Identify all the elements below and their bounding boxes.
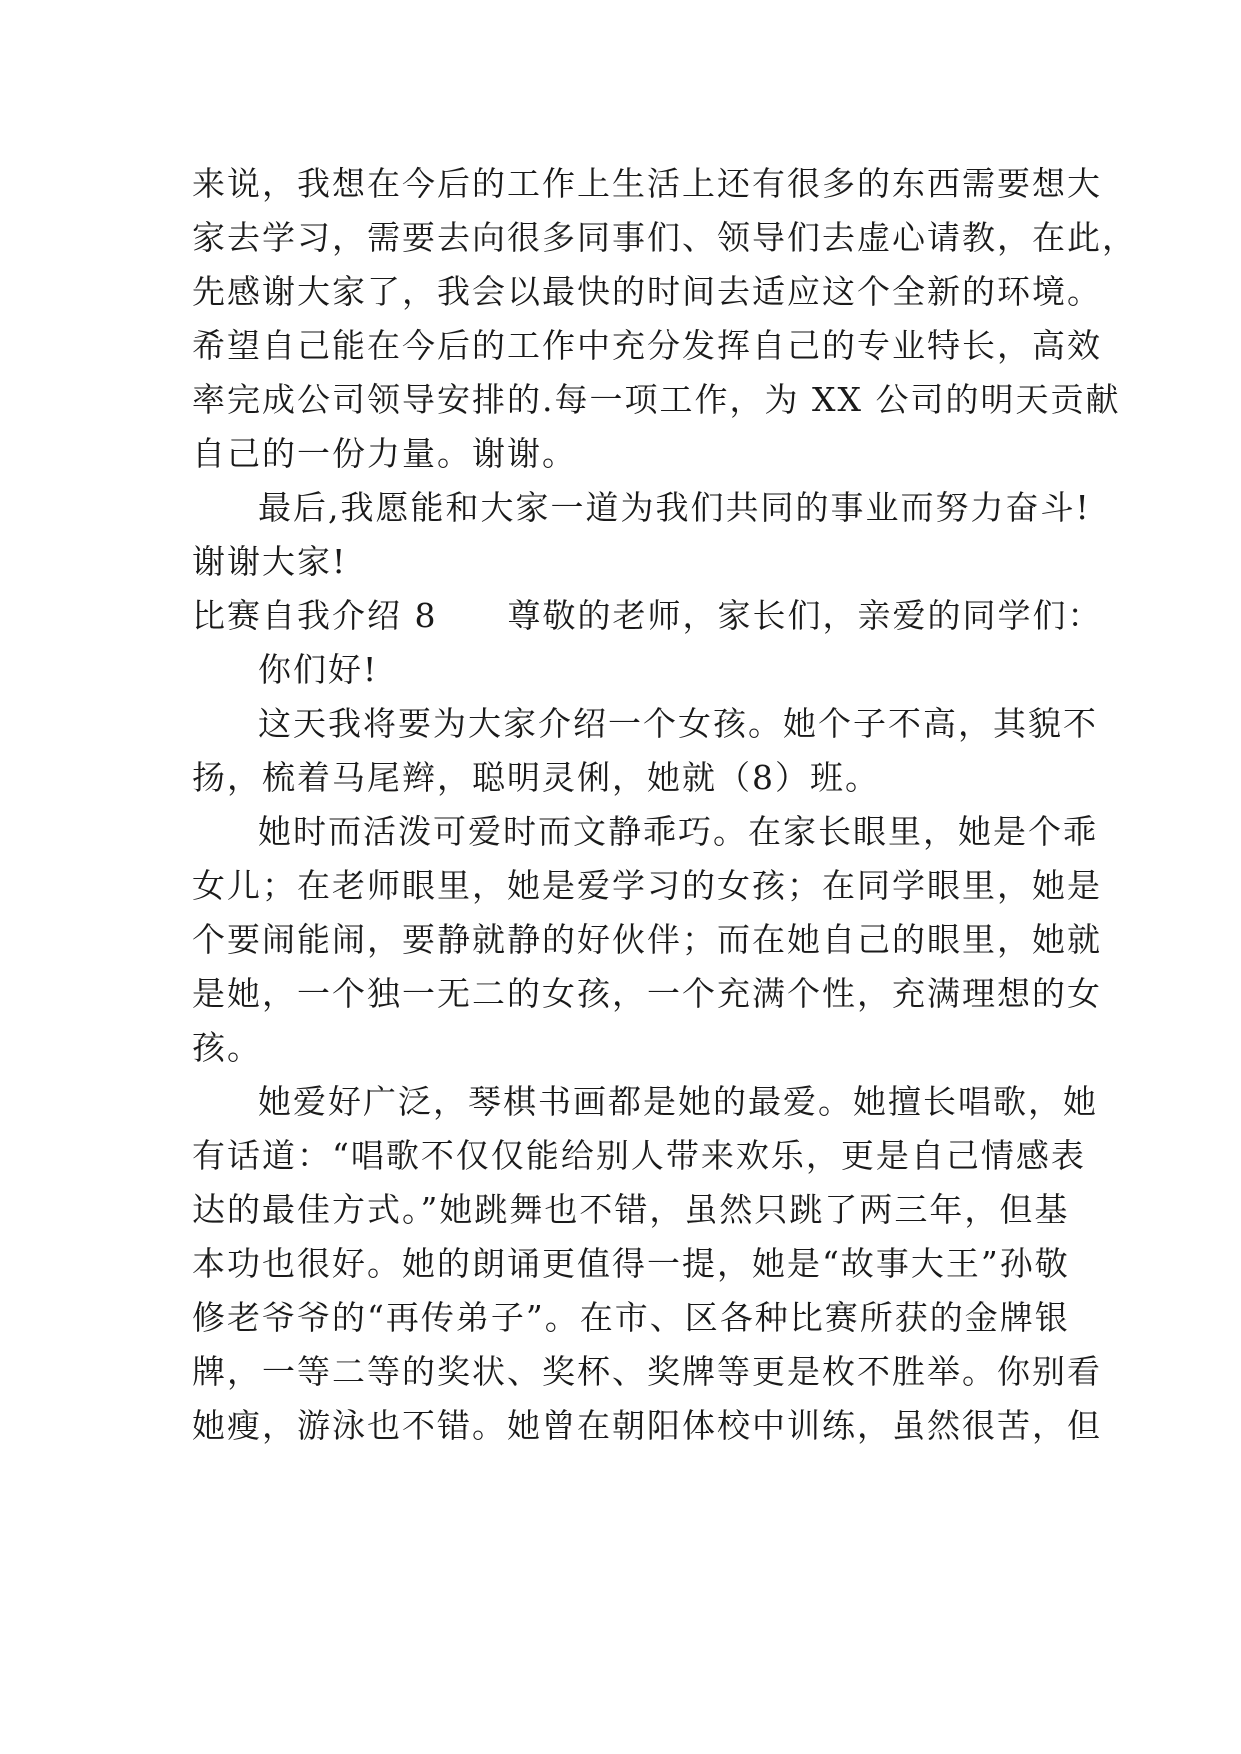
text-line: 牌，一等二等的奖状、奖杯、奖牌等更是枚不胜举。你别看 [192,1352,1102,1391]
text-line: 先感谢大家了，我会以最快的时间去适应这个全新的环境。 [192,272,1102,311]
text-line: 谢谢大家! [192,542,348,581]
text-line: 本功也很好。她的朗诵更值得一提，她是“故事大王”孙敬 [192,1244,1070,1283]
text-line: 这天我将要为大家介绍一个女孩。她个子不高，其貌不 [258,704,1098,743]
text-line: 达的最佳方式。”她跳舞也不错，虽然只跳了两三年，但基 [192,1190,1070,1229]
text-line: 率完成公司领导安排的.每一项工作，为 XX 公司的明天贡献 [192,380,1121,419]
text-line: 她时而活泼可爱时而文静乖巧。在家长眼里，她是个乖 [258,812,1098,851]
text-line: 女儿；在老师眼里，她是爱学习的女孩；在同学眼里，她是 [192,866,1102,905]
text-line: 修老爷爷的“再传弟子”。在市、区各种比赛所获的金牌银 [192,1298,1070,1337]
text-line: 孩。 [192,1028,262,1067]
text-line: 家去学习，需要去向很多同事们、领导们去虚心请教，在此， [192,218,1137,257]
text-line: 她爱好广泛，琴棋书画都是她的最爱。她擅长唱歌，她 [258,1082,1098,1121]
section-heading: 比赛自我介绍 8 尊敬的老师，家长们，亲爱的同学们： [192,596,1103,635]
text-line: 希望自己能在今后的工作中充分发挥自己的专业特长，高效 [192,326,1102,365]
text-line: 扬，梳着马尾辫，聪明灵俐，她就（8）班。 [192,758,880,797]
text-line: 自己的一份力量。谢谢。 [192,434,577,473]
text-line: 是她，一个独一无二的女孩，一个充满个性，充满理想的女 [192,974,1102,1013]
text-line: 来说，我想在今后的工作上生活上还有很多的东西需要想大 [192,164,1102,203]
text-line: 她瘦，游泳也不错。她曾在朝阳体校中训练，虽然很苦，但 [192,1406,1102,1445]
text-line: 有话道：“唱歌不仅仅能给别人带来欢乐，更是自己情感表 [192,1136,1086,1175]
text-line: 个要闹能闹，要静就静的好伙伴；而在她自己的眼里，她就 [192,920,1102,959]
text-line: 你们好! [258,650,379,689]
text-line: 最后,我愿能和大家一道为我们共同的事业而努力奋斗! [258,488,1091,527]
